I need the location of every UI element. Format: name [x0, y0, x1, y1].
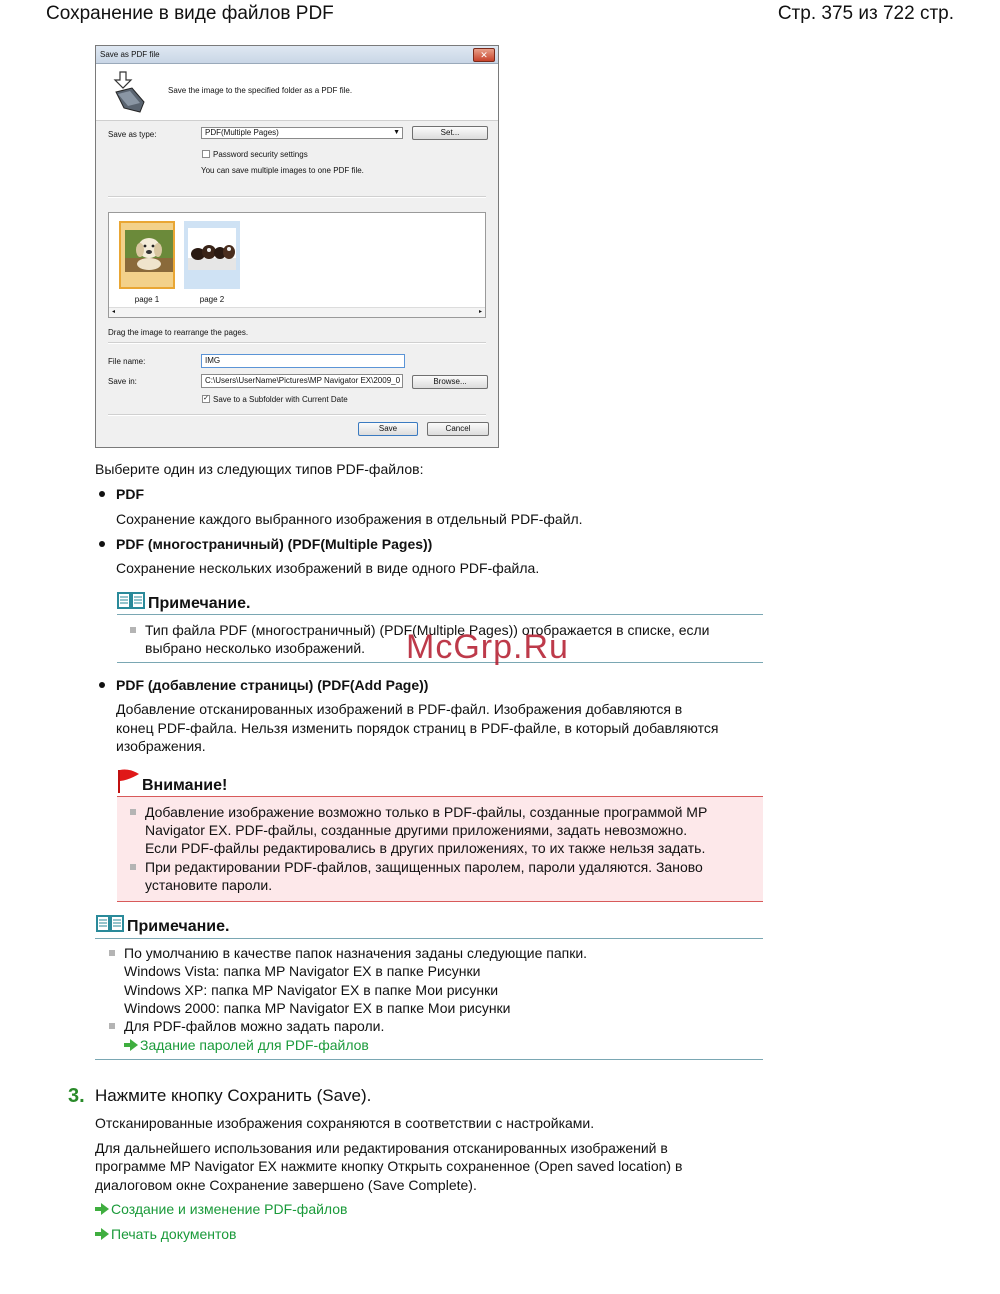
note1-line-1: Тип файла PDF (многостраничный) (PDF(Multiple Pages)) отображается в списке, если [145, 622, 710, 638]
list-marker [109, 950, 115, 956]
caution-item2-line1: При редактировании PDF-файлов, защищенных паролем, пароли удаляются. Заново [145, 859, 703, 875]
watermark: McGrp.Ru [406, 628, 569, 666]
password-pdf-link[interactable]: Задание паролей для PDF-файлов [124, 1036, 369, 1054]
intro-text: Выберите один из следующих типов PDF-файлов: [95, 461, 424, 477]
arrow-right-icon [101, 1203, 109, 1215]
note-rule-bottom [95, 1059, 763, 1060]
save-in-path[interactable]: C:\Users\UserName\Pictures\MP Navigator EX\2009_0 [201, 374, 403, 388]
list-marker [109, 1023, 115, 1029]
note2-item1-line2: Windows Vista: папка MP Navigator EX в папке Рисунки [124, 963, 481, 979]
step-paragraph-2-line1: Для дальнейшего использования или редактирования отсканированных изображений в [95, 1140, 668, 1156]
divider [108, 414, 486, 416]
type-multi-title: PDF (многостраничный) (PDF(Multiple Pages)) [116, 536, 433, 552]
note2-item2: Для PDF-файлов можно задать пароли. [124, 1018, 385, 1034]
caution-item1-line2: Navigator EX. PDF-файлы, созданные другими приложениями, задать невозможно. [145, 822, 688, 838]
dogs-photo-image [188, 228, 236, 270]
horizontal-scrollbar[interactable] [109, 307, 485, 317]
thumbnail-label-2: page 2 [199, 295, 225, 304]
thumbnail-label-1: page 1 [134, 295, 160, 304]
note2-item1-line4: Windows 2000: папка MP Navigator EX в папке Мои рисунки [124, 1000, 511, 1016]
print-documents-link[interactable]: Печать документов [95, 1225, 236, 1243]
scroll-right-icon[interactable]: ▸ [478, 309, 482, 315]
bullet [99, 682, 105, 688]
caution-title: Внимание! [142, 777, 228, 794]
dialog-info: You can save multiple images to one PDF file. [201, 166, 364, 175]
type-multi-desc: Сохранение нескольких изображений в виде одного PDF-файла. [116, 560, 540, 576]
password-checkbox[interactable] [202, 150, 210, 158]
list-marker [130, 809, 136, 815]
dialog-titlebar [96, 46, 498, 64]
caution-item1-line1: Добавление изображение возможно только в PDF-файлы, созданные программой MP [145, 804, 708, 820]
password-label: Password security settings [213, 150, 308, 159]
divider [108, 196, 486, 198]
thumbnail-area[interactable] [108, 212, 486, 318]
note1-line-2: выбрано несколько изображений. [145, 640, 366, 656]
dog-photo-image [125, 230, 173, 272]
save-as-type-select[interactable] [201, 127, 403, 139]
page-title: Сохранение в виде файлов PDF [46, 3, 334, 24]
type-addpage-desc-3: изображения. [116, 738, 206, 754]
step-paragraph-2-line3: диалоговом окне Сохранение завершено (Save Complete). [95, 1177, 477, 1193]
type-addpage-desc-1: Добавление отсканированных изображений в PDF-файл. Изображения добавляются в [116, 701, 683, 717]
note-rule-top [117, 614, 763, 615]
step-number: 3. [68, 1085, 85, 1107]
page-number: Стр. 375 из 722 стр. [777, 3, 954, 24]
note2-title: Примечание. [127, 918, 230, 935]
step-title: Нажмите кнопку Сохранить (Save). [95, 1086, 372, 1105]
list-marker [130, 864, 136, 870]
save-as-type-value: PDF(Multiple Pages) [205, 128, 279, 137]
subfolder-checkbox[interactable]: ✓ [203, 395, 209, 402]
dialog-title: Save as PDF file [100, 50, 160, 59]
save-in-label: Save in: [108, 377, 137, 386]
save-button[interactable]: Save [358, 422, 418, 436]
red-flag-icon [117, 768, 141, 794]
set-button[interactable]: Set... [412, 126, 488, 140]
save-as-pdf-dialog [95, 45, 499, 448]
cancel-button[interactable]: Cancel [427, 422, 489, 436]
note2-item1-line1: По умолчанию в качестве папок назначения заданы следующие папки. [124, 945, 588, 961]
book-icon [117, 590, 145, 610]
divider [108, 342, 486, 344]
scroll-left-icon[interactable]: ◂ [112, 309, 116, 315]
type-pdf-desc: Сохранение каждого выбранного изображения в отдельный PDF-файл. [116, 511, 583, 527]
note-rule-top [95, 938, 763, 939]
chevron-down-icon: ▼ [393, 129, 400, 136]
dialog-description: Save the image to the specified folder as a PDF file. [168, 86, 353, 95]
list-marker [130, 627, 136, 633]
type-pdf-title: PDF [116, 486, 144, 502]
note2-item1-line3: Windows XP: папка MP Navigator EX в папке Мои рисунки [124, 982, 499, 998]
create-edit-pdf-link[interactable]: Создание и изменение PDF-файлов [95, 1200, 347, 1218]
close-icon[interactable]: ✕ [473, 48, 495, 62]
thumbnail-page-1[interactable] [119, 221, 175, 289]
save-as-type-label: Save as type: [108, 130, 157, 139]
step-paragraph-1: Отсканированные изображения сохраняются в соответствии с настройками. [95, 1115, 595, 1131]
save-pdf-icon [110, 70, 150, 114]
type-addpage-title: PDF (добавление страницы) (PDF(Add Page)) [116, 677, 429, 693]
note-title: Примечание. [148, 595, 251, 612]
file-name-label: File name: [108, 357, 146, 366]
caution-item1-line3: Если PDF-файлы редактировались в других приложениях, то их также нельзя задать. [145, 840, 706, 856]
subfolder-label: Save to a Subfolder with Current Date [213, 395, 348, 404]
arrow-right-icon [101, 1228, 109, 1240]
book-icon [96, 913, 124, 933]
type-addpage-desc-2: конец PDF-файла. Нельзя изменить порядок страниц в PDF-файле, в который добавляются [116, 720, 719, 736]
bullet [99, 491, 105, 497]
thumbnail-page-2[interactable] [184, 221, 240, 289]
arrow-right-icon [130, 1039, 138, 1051]
dialog-header [96, 64, 498, 121]
step-paragraph-2-line2: программе MP Navigator EX нажмите кнопку Открыть сохраненное (Open saved location) в [95, 1158, 683, 1174]
file-name-input[interactable]: IMG [201, 354, 405, 368]
bullet [99, 541, 105, 547]
caution-item2-line2: установите пароли. [145, 877, 273, 893]
drag-hint: Drag the image to rearrange the pages. [108, 328, 249, 337]
browse-button[interactable]: Browse... [412, 375, 488, 389]
